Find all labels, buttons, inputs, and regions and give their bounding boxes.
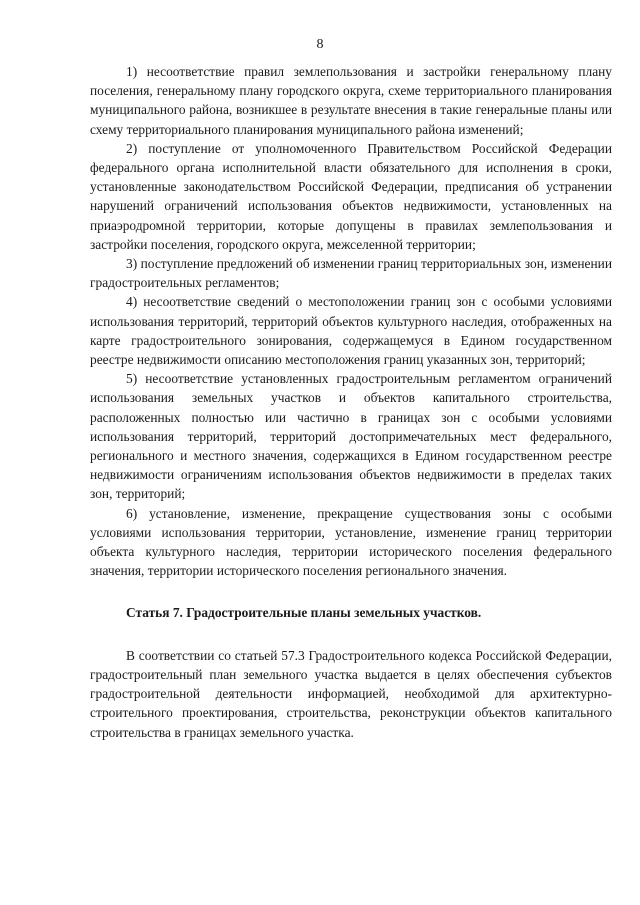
list-item-4: 4) несоответствие сведений о местоположении границ зон с особыми условиями использования территорий, территорий объектов культурного наследия, отображенных на карте градостроительного зонирования, содержащемуся в Едином государственном реестре недвижимости описанию местоположения границ указанных зон, территорий;	[90, 294, 612, 368]
list-item-2: 2) поступление от уполномоченного Правительством Российской Федерации федерального органа исполнительной власти обязательного для исполнения в сроки, установленные законодательством Российской Федерации, предписания об устранении нарушений ограничений использования объектов недвижимости, установленных на приаэродромной территории, которые допущены в правилах землепользования и застройки поселения, городского округа, межселенной территории;	[90, 140, 612, 252]
page-number: 8	[316, 37, 324, 52]
article-heading: Статья 7. Градостроительные планы земельных участков.	[126, 605, 482, 621]
document-body	[90, 62, 612, 742]
list-item-6: 6) установление, изменение, прекращение существования зоны с особыми условиями использования территории, установление, изменение границ территории объекта культурного наследия, территории исторического поселения федерального значения, территории исторического поселения регионального значения.	[90, 505, 612, 579]
article-paragraph: В соответствии со статьей 57.3 Градостроительного кодекса Российской Федерации, градостроительный план земельного участка выдается в целях обеспечения субъектов градостроительной деятельности информацией, необходимой для архитектурно-строительного проектирования, строительства, реконструкции объектов капитального строительства в границах земельного участка.	[90, 647, 612, 740]
list-item-5: 5) несоответствие установленных градостроительным регламентом ограничений использования земельных участков и объектов капитального строительства, расположенных полностью или частично в границах зон с особыми условиями использования территорий, территорий достопримечательных мест федерального, регионального и местного значения, содержащихся в Едином государственном реестре недвижимости ограничениям использования объектов недвижимости в пределах таких зон, территорий;	[90, 371, 612, 502]
list-item-1: 1) несоответствие правил землепользования и застройки генеральному плану поселения, генеральному плану городского округа, схеме территориального планирования муниципального района, возникшее в результате внесения в такие генеральные планы или схему территориального планирования муниципального района изменений;	[90, 64, 612, 137]
list-item-3: 3) поступление предложений об изменении границ территориальных зон, изменении градостроительных регламентов;	[90, 256, 612, 291]
